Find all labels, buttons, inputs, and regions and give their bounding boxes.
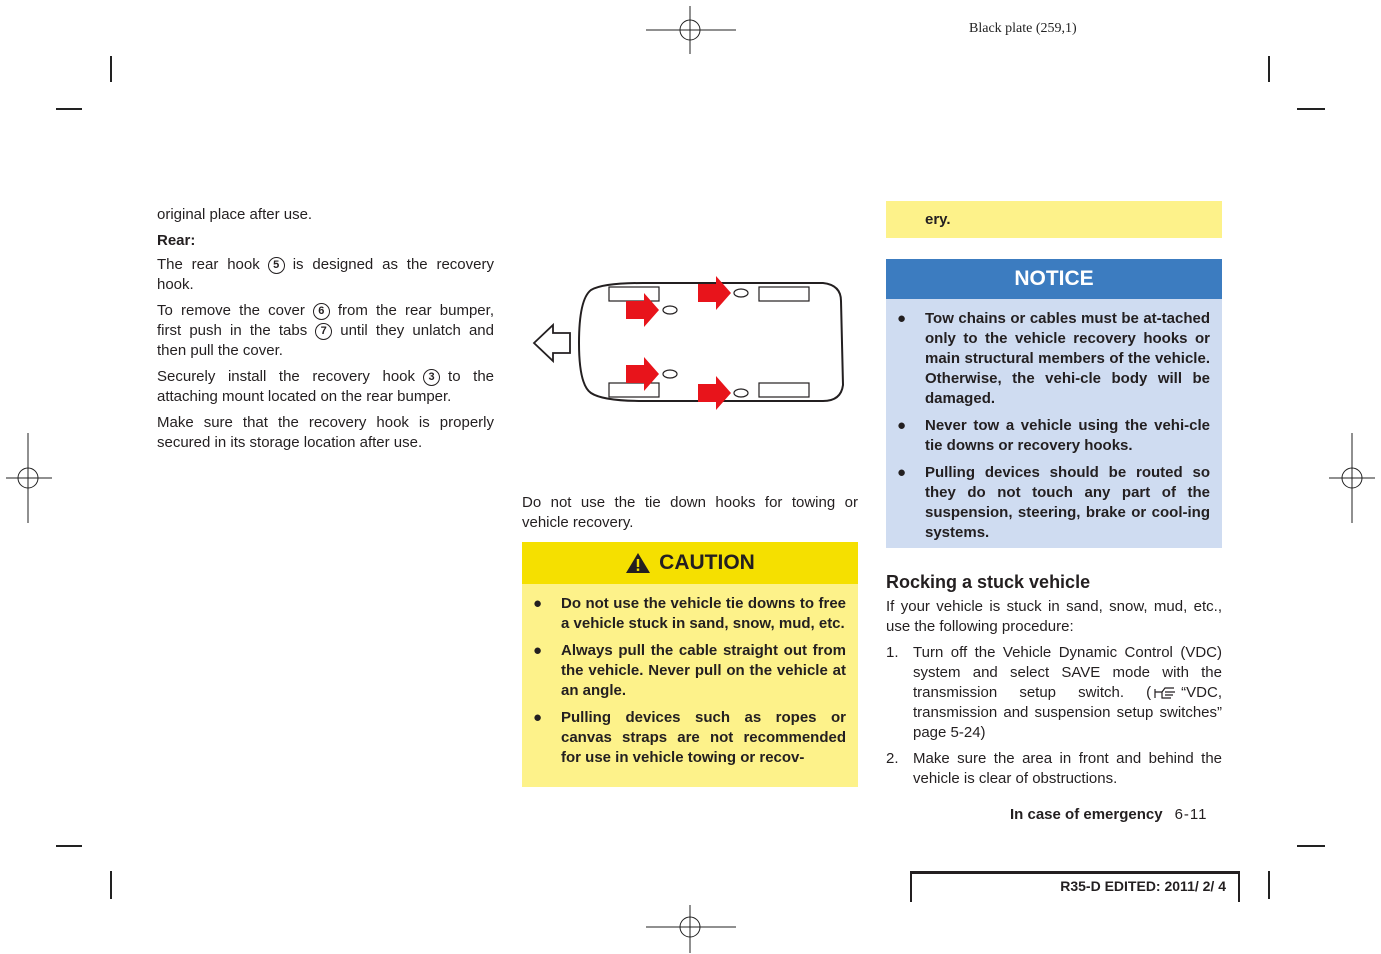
tie-down-hook	[734, 389, 748, 397]
bullet-icon: ●	[897, 417, 907, 434]
callout-number: 7	[315, 323, 332, 340]
rear-hook-paragraph: The rear hook 5 is designed as the recovery hook.	[157, 256, 494, 293]
registration-mark-top	[646, 6, 736, 54]
rocking-section	[886, 571, 1222, 795]
bullet-icon: ●	[533, 709, 543, 726]
notice-item: ● Never tow a vehicle using the vehi-cle tie downs or recovery hooks.	[897, 417, 1210, 454]
caution-item: ● Pulling devices such as ropes or canvas straps are not recommended for use in vehicle towing or recov-	[533, 709, 846, 766]
notice-header: NOTICE	[886, 259, 1222, 299]
caution-box	[522, 542, 858, 787]
intro-text: original place after use.	[157, 206, 313, 223]
notice-item: ● Pulling devices should be routed so they do not touch any part of the suspension, steering, brake or cool-ing systems.	[897, 464, 1210, 541]
install-hook-paragraph: Securely install the recovery hook 3 to the attaching mount located on the rear bumper.	[157, 368, 494, 405]
section-heading: Rocking a stuck vehicle	[886, 572, 1091, 592]
secure-hook-paragraph: Make sure that the recovery hook is properly secured in its storage location after use.	[157, 414, 494, 451]
page-footer	[1010, 806, 1208, 823]
procedure-list	[886, 643, 1222, 789]
rocking-intro: If your vehicle is stuck in sand, snow, mud, etc., use the following procedure:	[886, 598, 1222, 635]
bullet-icon: ●	[533, 642, 543, 659]
caution-list	[522, 584, 858, 768]
caution-title: CAUTION	[659, 551, 755, 574]
caution-header	[522, 542, 858, 584]
registration-mark-left	[6, 433, 52, 523]
procedure-step: 2. Make sure the area in front and behind the vehicle is clear of obstructions.	[886, 750, 1222, 787]
edited-stamp: R35-D EDITED: 2011/ 2/ 4	[910, 871, 1240, 902]
notice-list	[886, 299, 1222, 543]
vehicle-tie-down-diagram	[523, 205, 858, 445]
registration-mark-bottom	[646, 905, 736, 953]
bullet-icon: ●	[897, 310, 907, 327]
rear-heading: Rear:	[157, 232, 196, 249]
registration-mark-right	[1329, 433, 1375, 523]
callout-number: 3	[423, 369, 440, 386]
plate-label: Black plate (259,1)	[969, 21, 1077, 36]
caution-continuation: ery.	[886, 201, 1222, 238]
tie-down-warning-text: Do not use the tie down hooks for towing or vehicle recovery.	[522, 494, 858, 531]
tie-down-hook	[663, 306, 677, 314]
pointing-hand-reference-icon	[1153, 684, 1179, 700]
remove-cover-paragraph: To remove the cover 6 from the rear bumper, first push in the tabs 7 until they unlatch and then pull the cover.	[157, 302, 494, 359]
page-number: 6-11	[1174, 806, 1208, 823]
notice-item: ● Tow chains or cables must be at-tached only to the vehicle recovery hooks or main structural members of the vehicle. Otherwise, the vehi-cle body will be damaged.	[897, 310, 1210, 407]
footer-section: In case of emergency	[1010, 806, 1163, 823]
left-column	[157, 205, 494, 459]
bullet-icon: ●	[897, 464, 907, 481]
caution-item: ● Always pull the cable straight out from the vehicle. Never pull on the vehicle at an angle.	[533, 642, 846, 699]
tie-down-hook	[663, 370, 677, 378]
procedure-step: 1. Turn off the Vehicle Dynamic Control (VDC) system and select SAVE mode with the transmission setup switch. ( “VDC, transmission and suspension setup switches” page 5-24)	[886, 644, 1222, 741]
bullet-icon: ●	[533, 595, 543, 612]
caution-item: ● Do not use the vehicle tie downs to free a vehicle stuck in sand, snow, mud, etc.	[533, 595, 846, 632]
callout-number: 6	[313, 303, 330, 320]
callout-number: 5	[268, 257, 285, 274]
warning-triangle-icon	[625, 552, 651, 574]
notice-box	[886, 259, 1222, 548]
direction-arrow-icon	[534, 325, 570, 361]
tie-down-hook	[734, 289, 748, 297]
